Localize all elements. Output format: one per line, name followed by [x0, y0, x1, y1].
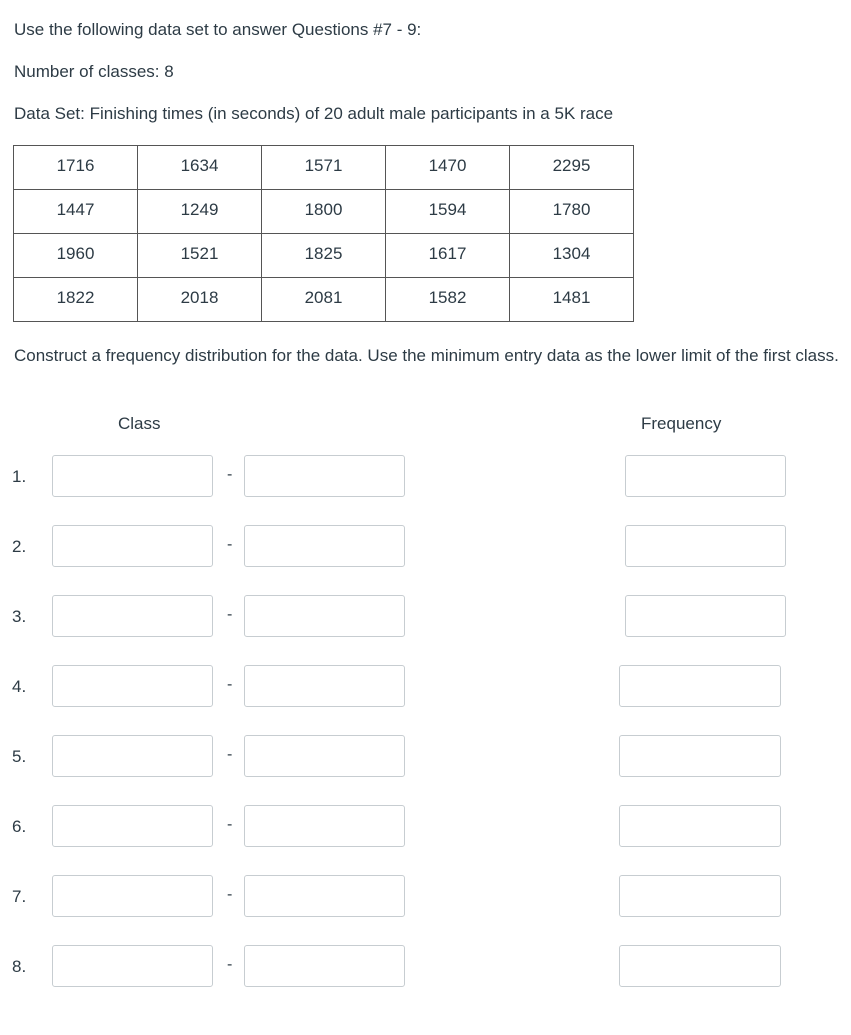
table-cell: 1481	[510, 278, 634, 322]
row-number: 3.	[12, 607, 27, 626]
table-row	[14, 278, 634, 322]
number-of-classes: Number of classes: 8	[14, 62, 174, 81]
class-8-frequency-input[interactable]	[619, 945, 781, 987]
row-number: 6.	[12, 817, 27, 836]
class-6-lower-limit-input[interactable]	[52, 805, 213, 847]
range-separator: -	[227, 676, 233, 693]
class-row-7	[0, 875, 851, 919]
frequency-column-header: Frequency	[641, 414, 722, 433]
range-separator: -	[227, 886, 233, 903]
table-cell: 1822	[14, 278, 138, 322]
class-column-header: Class	[118, 414, 161, 433]
table-cell: 1960	[14, 234, 138, 278]
class-row-2	[0, 525, 851, 569]
class-7-upper-limit-input[interactable]	[244, 875, 405, 917]
class-row-4	[0, 665, 851, 709]
table-cell: 1800	[262, 190, 386, 234]
class-1-frequency-input[interactable]	[625, 455, 786, 497]
class-4-upper-limit-input[interactable]	[244, 665, 405, 707]
row-number: 1.	[12, 467, 27, 486]
range-separator: -	[227, 606, 233, 623]
data-set-description: Data Set: Finishing times (in seconds) of 20 adult male participants in a 5K race	[14, 104, 614, 123]
table-row	[14, 146, 634, 190]
class-5-lower-limit-input[interactable]	[52, 735, 213, 777]
table-cell: 1617	[386, 234, 510, 278]
data-set-table	[13, 145, 634, 322]
table-cell: 1825	[262, 234, 386, 278]
row-number: 4.	[12, 677, 27, 696]
table-cell: 1780	[510, 190, 634, 234]
class-7-lower-limit-input[interactable]	[52, 875, 213, 917]
row-number: 5.	[12, 747, 27, 766]
class-row-3	[0, 595, 851, 639]
class-2-upper-limit-input[interactable]	[244, 525, 405, 567]
class-5-frequency-input[interactable]	[619, 735, 781, 777]
table-cell: 1470	[386, 146, 510, 190]
row-number: 8.	[12, 957, 27, 976]
instruction-text: Construct a frequency distribution for the data. Use the minimum entry data as the lower limit of the first class.	[14, 346, 839, 365]
range-separator: -	[227, 746, 233, 763]
class-3-frequency-input[interactable]	[625, 595, 786, 637]
row-number: 7.	[12, 887, 27, 906]
table-cell: 2295	[510, 146, 634, 190]
question-intro: Use the following data set to answer Questions #7 - 9:	[14, 20, 422, 39]
class-row-8	[0, 945, 851, 989]
table-cell: 1582	[386, 278, 510, 322]
class-3-upper-limit-input[interactable]	[244, 595, 405, 637]
class-4-frequency-input[interactable]	[619, 665, 781, 707]
class-3-lower-limit-input[interactable]	[52, 595, 213, 637]
range-separator: -	[227, 536, 233, 553]
class-row-5	[0, 735, 851, 779]
table-row	[14, 234, 634, 278]
table-cell: 1304	[510, 234, 634, 278]
class-row-1	[0, 455, 851, 499]
row-number: 2.	[12, 537, 27, 556]
class-1-lower-limit-input[interactable]	[52, 455, 213, 497]
class-2-lower-limit-input[interactable]	[52, 525, 213, 567]
table-cell: 2081	[262, 278, 386, 322]
table-cell: 1634	[138, 146, 262, 190]
range-separator: -	[227, 816, 233, 833]
table-cell: 1716	[14, 146, 138, 190]
class-4-lower-limit-input[interactable]	[52, 665, 213, 707]
table-cell: 1571	[262, 146, 386, 190]
table-cell: 1249	[138, 190, 262, 234]
table-cell: 1521	[138, 234, 262, 278]
class-2-frequency-input[interactable]	[625, 525, 786, 567]
class-6-frequency-input[interactable]	[619, 805, 781, 847]
table-cell: 2018	[138, 278, 262, 322]
class-8-lower-limit-input[interactable]	[52, 945, 213, 987]
table-row	[14, 190, 634, 234]
range-separator: -	[227, 466, 233, 483]
class-8-upper-limit-input[interactable]	[244, 945, 405, 987]
range-separator: -	[227, 956, 233, 973]
class-5-upper-limit-input[interactable]	[244, 735, 405, 777]
class-7-frequency-input[interactable]	[619, 875, 781, 917]
table-cell: 1447	[14, 190, 138, 234]
table-cell: 1594	[386, 190, 510, 234]
class-1-upper-limit-input[interactable]	[244, 455, 405, 497]
class-6-upper-limit-input[interactable]	[244, 805, 405, 847]
class-row-6	[0, 805, 851, 849]
